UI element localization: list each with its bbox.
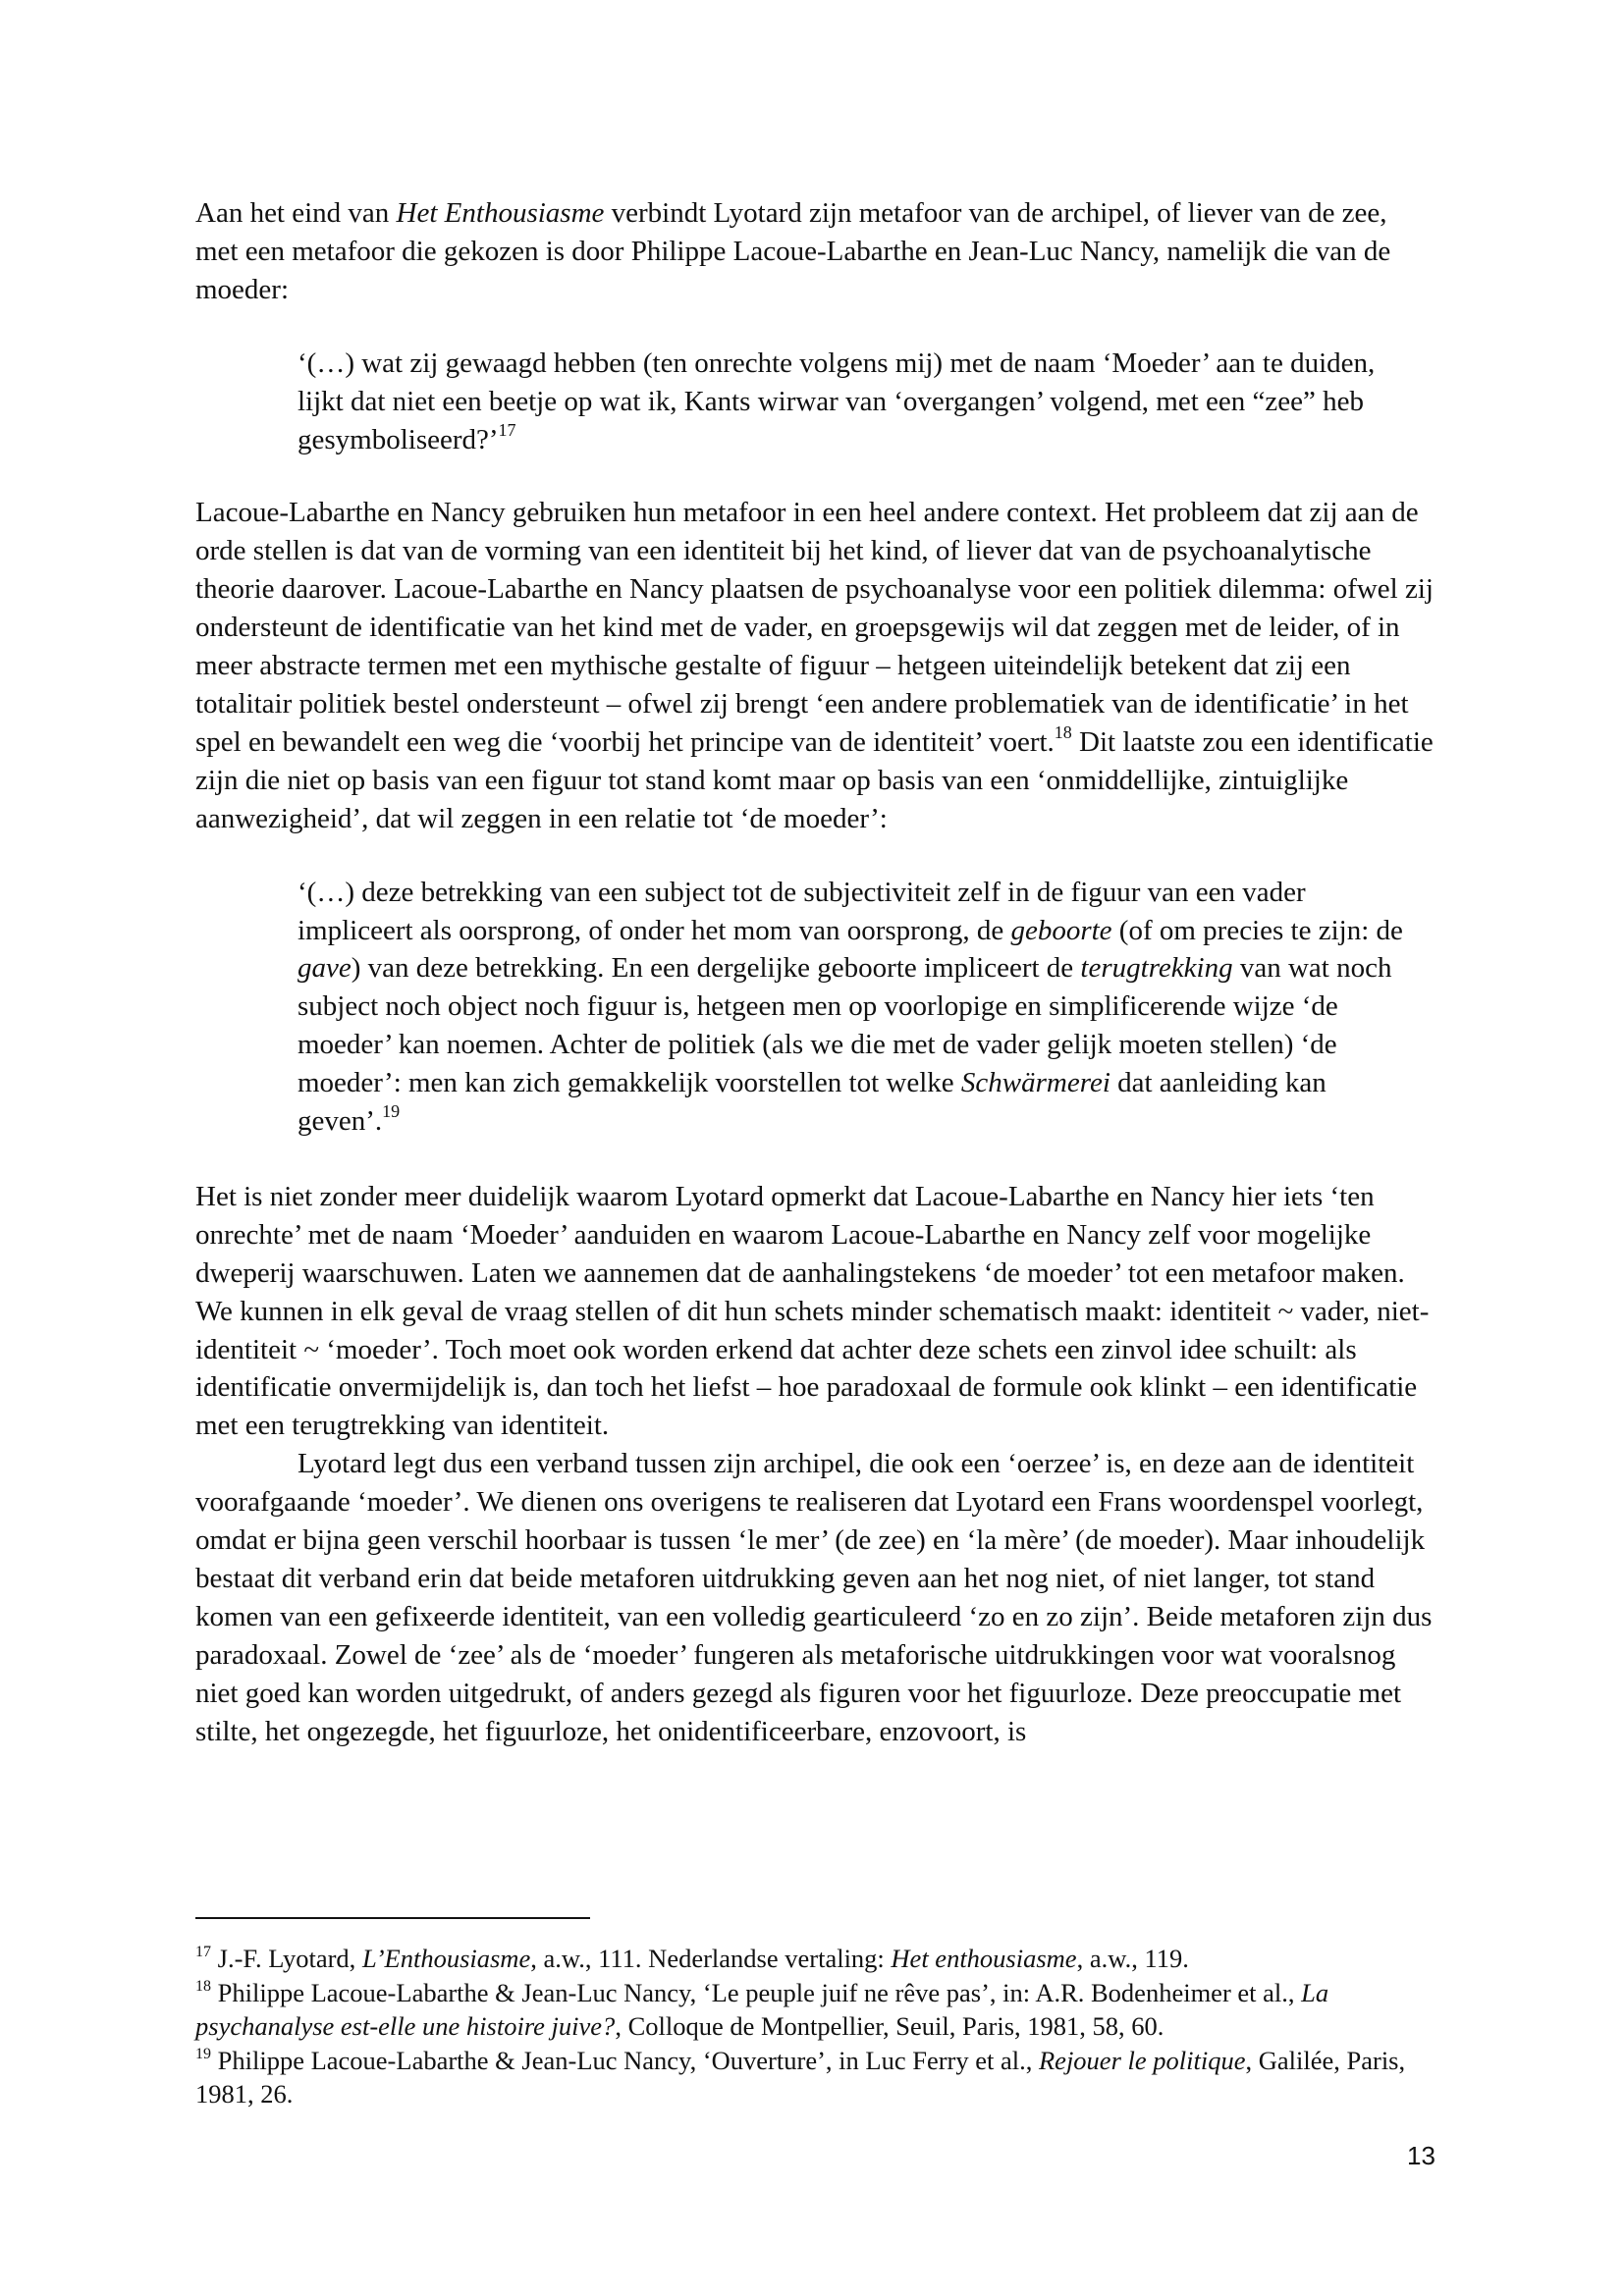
- paragraph-1: Aan het eind van Het Enthousiasme verbindt Lyotard zijn metafoor van de archipel, of liever van de zee, met een metafoor die gekozen is door Philippe Lacoue-Labarthe en Jean-Luc Nancy, namelijk die van de moeder:: [195, 197, 1391, 305]
- main-text: [195, 194, 1435, 1751]
- block-quote-2: ‘(…) deze betrekking van een subject tot de subjectiviteit zelf in de figuur van een vader impliceert als oorsprong, of onder het mom van oorsprong, de geboorte (of om precies te zijn: de gave) van deze betrekking. En een dergelijke geboorte impliceert de terugtrekking van wat noch subject noch object noch figuur is, hetgeen men op voorlopige en simplificerende wijze ‘de moeder’ kan noemen. Achter de politiek (als we die met de vader gelijk moeten stellen) ‘de moeder’: men kan zich gemakkelijk voorstellen tot welke Schwärmerei dat aanleiding kan geven’.$^{19}$: [298, 876, 1403, 1138]
- paragraph-4: Lyotard legt dus een verband tussen zijn archipel, die ook een ‘oerzee’ is, en deze aan de identiteit voorafgaande ‘moeder’. We dienen ons overigens te realiseren dat Lyotard een Frans woordenspel voorlegt, omdat er bijna geen verschil hoorbaar is tussen ‘le mer’ (de zee) en ‘la mère’ (de moeder). Maar inhoudelijk bestaat dit verband erin dat beide metaforen uitdrukking geven aan het nog niet, of niet langer, tot stand komen van een gefixeerde identiteit, van een volledig gearticuleerd ‘zo en zo zijn’. Beide metaforen zijn dus paradoxaal. Zowel de ‘zee’ als de ‘moeder’ fungeren als metaforische uitdrukkingen voor wat vooralsnog niet goed kan worden uitgedrukt, of anders gezegd als figuren voor het figuurloze. Deze preoccupatie met stilte, het ongezegde, het figuurloze, het onidentificeerbare, enzovoort, is: [195, 1448, 1433, 1747]
- footnote-19: $^{19}$ Philippe Lacoue-Labarthe & Jean-Luc Nancy, ‘Ouverture’, in Luc Ferry et al., Rejouer le politique, Galilée, Paris, 1981, 26.: [195, 2045, 1406, 2109]
- paragraph-3: Het is niet zonder meer duidelijk waarom Lyotard opmerkt dat Lacoue-Labarthe en Nancy hier iets ‘ten onrechte’ met de naam ‘Moeder’ aanduiden en waarom Lacoue-Labarthe en Nancy zelf voor mogelijke dweperij waarschuwen. Laten we aannemen dat de aanhalingstekens ‘de moeder’ tot een metafoor maken. We kunnen in elk geval de vraag stellen of dit hun schets minder schematisch maakt: identiteit ~ vader, niet-identiteit ~ ‘moeder’. Toch moet ook worden erkend dat achter deze schets een zinvol idee schuilt: als identificatie onvermijdelijk is, dan toch het liefst – hoe paradoxaal de formule ook klinkt – een identificatie met een terugtrekking van identiteit.: [195, 1180, 1430, 1442]
- book-title: Het Enthousiasme: [396, 197, 605, 229]
- footnote-18: $^{18}$ Philippe Lacoue-Labarthe & Jean-Luc Nancy, ‘Le peuple juif ne rêve pas’, in: A.R. Bodenheimer et al., La psychanalyse est-elle une histoire juive?, Colloque de Montpellier, Seuil, Paris, 1981, 58, 60.: [195, 1977, 1329, 2041]
- footnote-ref-17: 17: [498, 419, 516, 440]
- footnotes: [195, 1942, 1435, 2111]
- page-number: 13: [1407, 2141, 1435, 2170]
- paragraph-2: Lacoue-Labarthe en Nancy gebruiken hun metafoor in een heel andere context. Het probleem dat zij aan de orde stellen is dat van de vorming van een identiteit bij het kind, of liever dat van de psychoanalytische theorie daarover. Lacoue-Labarthe en Nancy plaatsen de psychoanalyse voor een politiek dilemma: ofwel zij ondersteunt de identificatie van het kind met de vader, en groepsgewijs wil dat zeggen met de leider, of in meer abstracte termen met een mythische gestalte of figuur – hetgeen uiteindelijk betekent dat zij een totalitair politiek bestel ondersteunt – ofwel zij brengt ‘een andere problematiek van de identificatie’ in het spel en bewandelt een weg die ‘voorbij het principe van de identiteit’ voert.$^{18}$ Dit laatste zou een identificatie zijn die niet op basis van een figuur tot stand komt maar op basis van een ‘onmiddellijke, zintuiglijke aanwezigheid’, dat wil zeggen in een relatie tot ‘de moeder’:: [195, 497, 1434, 834]
- footnote-ref-19: 19: [382, 1101, 401, 1122]
- footnote-divider: [195, 1917, 590, 1919]
- footnote-ref-18: 18: [1054, 722, 1072, 743]
- block-quote-1: ‘(…) wat zij gewaagd hebben (ten onrechte volgens mij) met de naam ‘Moeder’ aan te duiden, lijkt dat niet een beetje op wat ik, Kants wirwar van ‘overgangen’ volgend, met een “zee” heb gesymboliseerd?’$^{17}$: [298, 347, 1376, 455]
- footnote-17: $^{17}$ J.-F. Lyotard, L’Enthousiasme, a.w., 111. Nederlandse vertaling: Het enthousiasme, a.w., 119.: [195, 1944, 1189, 1973]
